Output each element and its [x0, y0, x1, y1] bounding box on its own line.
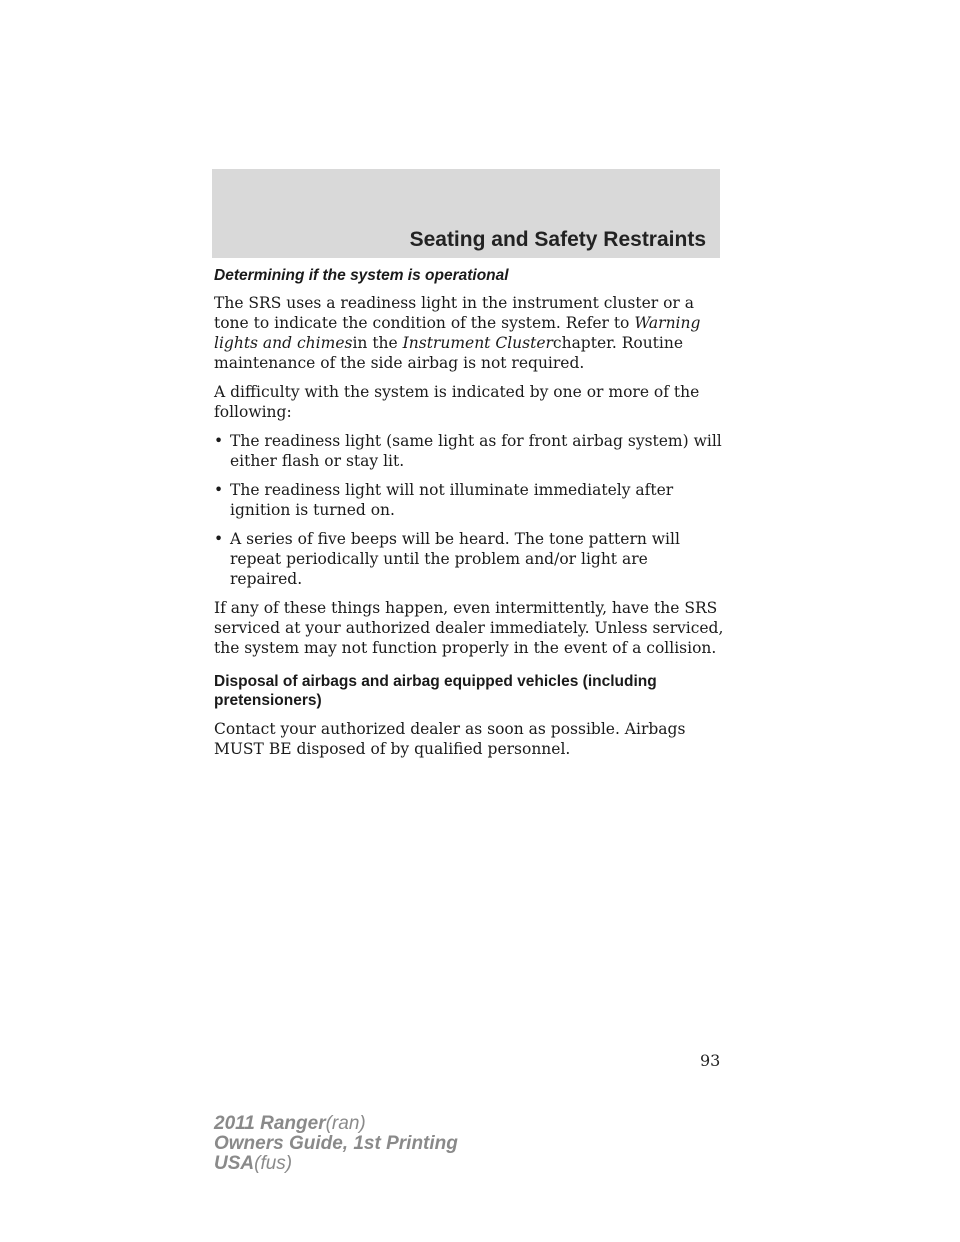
footer-line-guide: Owners Guide, 1st Printing: [214, 1133, 458, 1154]
footer-market-code: (fus): [254, 1153, 293, 1174]
paragraph-readiness-light: [214, 293, 724, 373]
list-item-text: The readiness light (same light as for front airbag system) will either flash or stay lit.: [230, 432, 722, 470]
paragraph-service-advice: If any of these things happen, even intermittently, have the SRS serviced at your authorized dealer immediately. Unless serviced, the system may not function properly in the event of a collision.: [214, 599, 724, 657]
list-item: [214, 529, 724, 589]
footer-model-name: 2011 Ranger: [214, 1113, 326, 1134]
footer-model-code: (ran): [325, 1113, 366, 1134]
bullet-icon: •: [214, 432, 224, 450]
bullet-icon: •: [214, 530, 224, 548]
difficulty-bullet-list: [214, 431, 724, 589]
paragraph-text: in the: [352, 334, 403, 352]
heading-disposal: Disposal of airbags and airbag equipped vehicles (including pretensioners): [214, 673, 657, 709]
reference-warning-lights: Warning lights and chimes: [214, 314, 701, 352]
list-item-text: A series of five beeps will be heard. The tone pattern will repeat periodically until the problem and/or light are repaired.: [230, 530, 680, 588]
page-content: [214, 266, 724, 768]
document-footer: [214, 1114, 458, 1174]
list-item-text: The readiness light will not illuminate immediately after ignition is turned on.: [230, 481, 674, 519]
section-header-band: [212, 169, 720, 258]
bullet-icon: •: [214, 481, 224, 499]
footer-market-name: USA: [214, 1153, 255, 1174]
reference-instrument-cluster: Instrument Cluster: [402, 334, 553, 352]
list-item: [214, 431, 724, 471]
heading-system-operational: Determining if the system is operational: [214, 267, 509, 284]
list-item: [214, 480, 724, 520]
paragraph-text: chapter. Routine maintenance of the side airbag is not required.: [214, 334, 684, 372]
footer-line-model: [214, 1114, 458, 1134]
page-number: 93: [700, 1051, 721, 1070]
section-title: Seating and Safety Restraints: [409, 228, 706, 251]
paragraph-text: The SRS uses a readiness light in the instrument cluster or a tone to indicate the condition of the system. Refer to: [214, 294, 695, 332]
footer-line-market: [214, 1154, 458, 1174]
paragraph-disposal: Contact your authorized dealer as soon as possible. Airbags MUST BE disposed of by qualified personnel.: [214, 720, 686, 758]
paragraph-difficulty-intro: A difficulty with the system is indicated by one or more of the following:: [214, 383, 700, 421]
